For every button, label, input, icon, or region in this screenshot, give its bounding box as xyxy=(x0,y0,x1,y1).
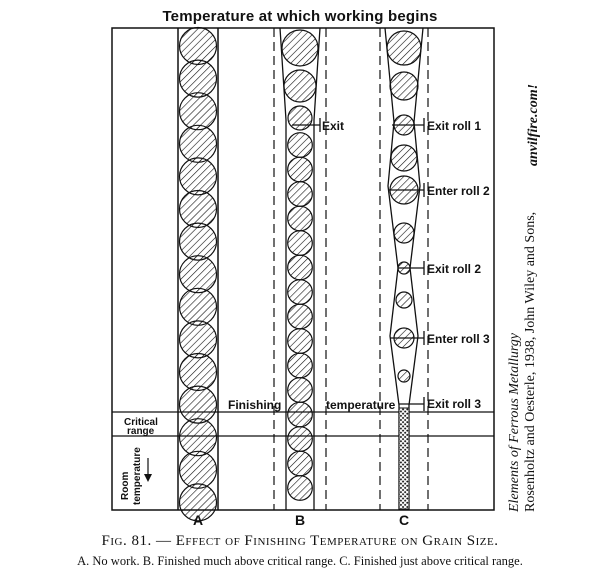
grain-a xyxy=(180,256,217,293)
column-a xyxy=(178,28,218,521)
grain-b xyxy=(284,70,316,102)
label-temperature: temperature xyxy=(326,398,396,412)
grain-a xyxy=(180,93,217,130)
label-exit: Exit xyxy=(322,119,345,133)
column-label-c: C xyxy=(398,512,410,528)
grain-c xyxy=(390,72,418,100)
label-finishing: Finishing xyxy=(228,398,282,412)
grain-a xyxy=(180,60,217,97)
label-exit-roll-3: Exit roll 3 xyxy=(427,397,482,411)
grain-b xyxy=(288,280,313,305)
grain-b xyxy=(288,427,313,452)
grain-c xyxy=(391,145,417,171)
grain-b xyxy=(288,231,313,256)
label-exit-roll-1: Exit roll 1 xyxy=(427,119,482,133)
side-book-title: Elements of Ferrous Metallurgy xyxy=(507,333,522,512)
side-citation: Rosenholtz and Oesterle, 1938, John Wiley and Sons, xyxy=(523,211,538,512)
label-range: range xyxy=(127,426,155,437)
grain-a xyxy=(180,125,217,162)
side-watermark: anvilfire.com! xyxy=(526,83,541,166)
grain-a xyxy=(180,419,217,456)
label-critical: Critical xyxy=(124,417,158,428)
label-enter-roll-3: Enter roll 3 xyxy=(427,332,490,346)
grain-b xyxy=(288,378,313,403)
grain-a xyxy=(180,223,217,260)
figure-legend: A. No work. B. Finished much above critical range. C. Finished just above critical range. xyxy=(77,554,523,568)
grain-b xyxy=(288,329,313,354)
grain-c xyxy=(394,223,414,243)
grain-a xyxy=(180,191,217,228)
label-enter-roll-2: Enter roll 2 xyxy=(427,184,490,198)
grain-c xyxy=(387,31,421,65)
grain-b xyxy=(288,476,313,501)
grain-b xyxy=(288,133,313,158)
grain-a xyxy=(180,386,217,423)
grain-a xyxy=(180,288,217,325)
figure-caption: Fig. 81. — Effect of Finishing Temperature on Grain Size. xyxy=(101,533,499,549)
label-exit-roll-2: Exit roll 2 xyxy=(427,262,482,276)
grain-b xyxy=(288,106,312,130)
arrow-head-icon xyxy=(144,474,152,482)
grain-b xyxy=(288,304,313,329)
diagram-title: Temperature at which working begins xyxy=(162,8,438,25)
grain-b xyxy=(288,182,313,207)
grain-a xyxy=(180,354,217,391)
grain-b xyxy=(288,353,313,378)
grain-b xyxy=(288,402,313,427)
column-label-b: B xyxy=(294,512,306,528)
label-room: Room xyxy=(120,471,131,500)
grain-b xyxy=(288,206,313,231)
grain-c xyxy=(398,370,410,382)
grain-b xyxy=(288,157,313,182)
column-b xyxy=(274,28,326,510)
grain-a xyxy=(180,451,217,488)
column-c xyxy=(380,28,428,510)
grain-b xyxy=(288,451,313,476)
column-label-a: A xyxy=(192,512,204,528)
grain-a xyxy=(180,28,217,65)
grain-b xyxy=(282,30,318,66)
label-room-temperature: temperature xyxy=(132,447,143,505)
grain-a xyxy=(180,321,217,358)
grain-b xyxy=(288,255,313,280)
grain-a xyxy=(180,158,217,195)
grain-c xyxy=(396,292,412,308)
